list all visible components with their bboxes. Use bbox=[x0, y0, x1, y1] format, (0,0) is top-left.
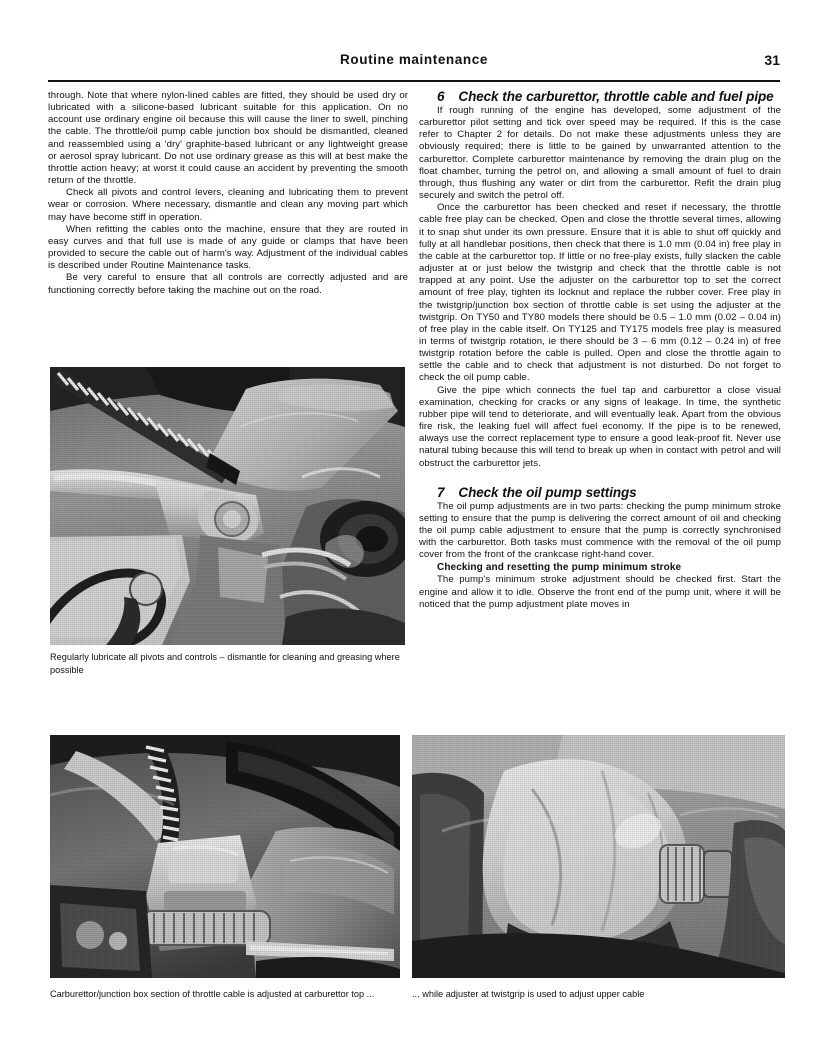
left-text-column bbox=[48, 90, 408, 297]
right-text-column bbox=[419, 88, 781, 611]
paragraph: Give the pipe which connects the fuel tap and carburettor a close visual examination, checking for cracks or any signs of leakage. In time, the synthetic rubber pipe will tend to deteriorate, and will eventually leak. Apart from the obvious fire risk, the leaking fuel will affect fuel economy. If the pipe is to be renewed, always use the correct replacement type to ensure a good leak-proof fit. Never use natural tubing because this will tend to break up when in contact with petrol and will obstruct the carburettor jets. bbox=[419, 384, 781, 469]
motorcycle-pivot-controls-photo bbox=[50, 367, 405, 645]
paragraph: Once the carburettor has been checked and reset if necessary, the throttle cable free play can be checked. Open and close the throttle several times, allowing it to snap shut under its own pressure. Ensure that it is able to shut off quickly and fully at all handlebar positions, then check that there is 1.0 mm (0.04 in) free play in the cable at the carburettor top. If little or no free-play exists, fully slacken the cable adjuster at or just below the twistgrip and check that the throttle cable is not trapped at any point. Use the adjuster on the carburettor top to set the correct amount of free play, tighten its locknut and replace the rubber cover. Free play in the twistgrip/junction box section of throttle cable is set using the adjuster at the twistgrip. On TY50 and TY80 models there should be 0.5 – 1.0 mm (0.02 – 0.04 in) of free play in the cable itself. On TY125 and TY175 models free play is measured in terms of twistgrip rotation, ie there should be 3 – 6 mm (0.12 – 0.24 in) of free twistgrip rotation before the cable is pulled. Open and close the throttle again to settle the cable and to check that adjustment is not disturbed. Do not forget to check the oil pump cable. bbox=[419, 202, 781, 384]
section-7-subheading: Checking and resetting the pump minimum stroke bbox=[437, 562, 682, 574]
twistgrip-photo-caption: ... while adjuster at twistgrip is used to adjust upper cable bbox=[412, 989, 645, 999]
twistgrip-adjuster-photo bbox=[412, 735, 785, 978]
paragraph: through. Note that where nylon-lined cables are fitted, they should be used dry or lubricated with a silicone-based lubricant suitable for this application. On no account use ordinary engine oil because this will cause the liner to swell, pinching the cable. The throttle/oil pump cable junction box should be dismantled, cleaned and reassembled using a 'dry' graphite-based lubricant or any lightweight grease or aerosol spray lubricant. Do not use ordinary grease as this will at best make the throttle action heavy; at worst it could cause an accident by preventing the smooth return of the throttle. bbox=[48, 90, 408, 187]
paragraph: The oil pump adjustments are in two parts: checking the pump minimum stroke setting to ensure that the pump is delivering the correct amount of oil and checking the oil pump cable adjustment to ensure that the pump is correctly synchronised with the carburettor. Both tasks must commence with the removal of the oil pump cover from the front of the crankcase right-hand cover. bbox=[419, 500, 781, 561]
section-6-title: Check the carburettor, throttle cable and fuel pipe bbox=[458, 89, 774, 104]
twistgrip-photo-artwork bbox=[412, 735, 785, 978]
section-6-heading bbox=[419, 88, 781, 105]
carburettor-photo-artwork bbox=[50, 735, 400, 978]
paragraph: Be very careful to ensure that all controls are correctly adjusted and are functioning correctly before taking the machine out on the road. bbox=[48, 272, 408, 296]
page-header bbox=[48, 52, 780, 74]
paragraph: The pump's minimum stroke adjustment should be checked first. Start the engine and allow it to idle. Observe the front end of the pump unit, where it will be noticed that the pump adjustment plate moves in bbox=[419, 574, 781, 610]
header-divider-rule bbox=[48, 80, 780, 82]
paragraph: Check all pivots and control levers, cleaning and lubricating them to prevent wear or corrosion. Where necessary, dismantle and clean any moving part which may have become stiff in operation. bbox=[48, 187, 408, 223]
section-7-number: 7 bbox=[437, 484, 445, 500]
paragraph: If rough running of the engine has developed, some adjustment of the carburettor pilot setting and tick over speed may be required. If this is the case refer to Chapter 2 for details. Do not make these adjustments unless they are obviously required; there is little to be gained by unwarranted attention to the carburettor. Complete carburettor maintenance by removing the drain plug on the float chamber, turning the petrol on, and allowing a small amount of fuel to drain through, thus flushing any water or dirt from the carburettor. Refit the drain plug securely and switch the petrol off. bbox=[419, 105, 781, 202]
section-6-number: 6 bbox=[437, 89, 445, 104]
page-number: 31 bbox=[764, 52, 780, 68]
pivot-photo-artwork bbox=[50, 367, 405, 645]
carburettor-junction-box-photo bbox=[50, 735, 400, 978]
paragraph: When refitting the cables onto the machine, ensure that they are routed in easy curves and that full use is made of any guide or clamps that have been provided to secure the cable out of harm's way. Adjustment of the individual cables is described under Routine Maintenance tasks. bbox=[48, 223, 408, 272]
carburettor-photo-caption: Carburettor/junction box section of throttle cable is adjusted at carburettor top ... bbox=[50, 989, 375, 999]
pivots-photo-caption: Regularly lubricate all pivots and controls – dismantle for cleaning and greasing where possible bbox=[50, 652, 400, 675]
section-7-heading bbox=[419, 484, 781, 501]
page-title: Routine maintenance bbox=[340, 52, 488, 67]
section-7-title: Check the oil pump settings bbox=[458, 484, 637, 500]
